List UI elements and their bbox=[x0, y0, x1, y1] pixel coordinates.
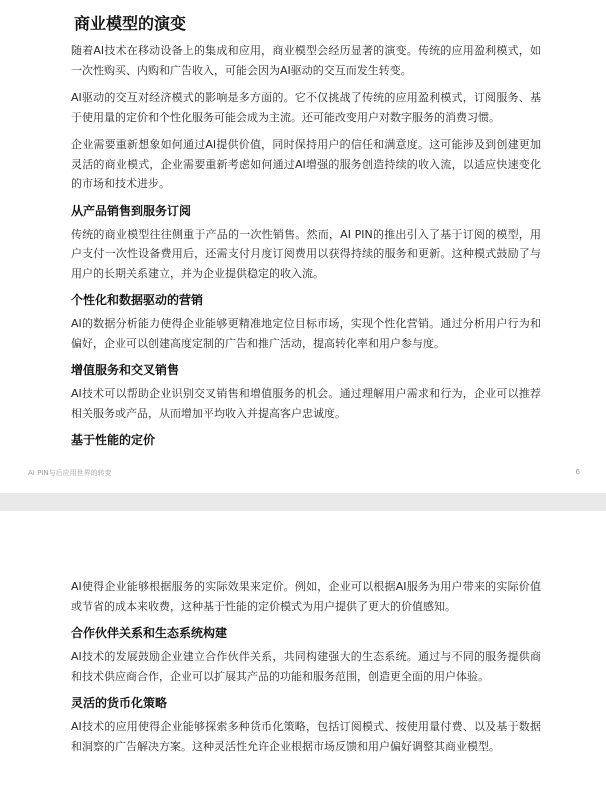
paragraph: 随着AI技术在移动设备上的集成和应用，商业模型会经历显著的演变。传统的应用盈利模式，如一次性购买、内购和广告收入，可能会因为AI驱动的交互而发生转变。 bbox=[71, 44, 541, 77]
paragraph: AI技术可以帮助企业识别交叉销售和增值服务的机会。通过理解用户需求和行为，企业可以推荐相关服务或产品，从而增加平均收入并提高客户忠诚度。 bbox=[71, 387, 541, 420]
paragraph: AI驱动的交互对经济模式的影响是多方面的。它不仅挑战了传统的应用盈利模式，订阅服务、基于使用量的定价和个性化服务可能会成为主流。还可能改变用户对数字服务的消费习惯。 bbox=[71, 91, 541, 124]
paragraph: AI技术的应用使得企业能够探索多种货币化策略，包括订阅模式、按使用量付费、以及基于数据和洞察的广告解决方案。这种灵活性允许企业根据市场反馈和用户偏好调整其商业模型。 bbox=[71, 720, 541, 753]
subsection-heading: 合作伙伴关系和生态系统构建 bbox=[71, 626, 228, 640]
footer-document-title: AI PIN与后应用世界的转变 bbox=[28, 469, 112, 477]
subsection-heading: 从产品销售到服务订阅 bbox=[71, 203, 192, 218]
paragraph: AI的数据分析能力使得企业能够更精准地定位目标市场，实现个性化营销。通过分析用户行为和偏好，企业可以创建高度定制的广告和推广活动，提高转化率和用户参与度。 bbox=[71, 317, 541, 350]
section-title: 商业模型的演变 bbox=[74, 14, 187, 33]
page-separator bbox=[0, 493, 606, 511]
paragraph: AI使得企业能够根据服务的实际效果来定价。例如，企业可以根据AI服务为用户带来的实际价值或节省的成本来收费，这种基于性能的定价模式为用户提供了更大的价值感知。 bbox=[71, 580, 541, 613]
subsection-heading: 灵活的货币化策略 bbox=[71, 696, 168, 710]
page-content bbox=[71, 577, 541, 764]
subsection-heading: 个性化和数据驱动的营销 bbox=[71, 293, 204, 307]
paragraph: 传统的商业模型往往侧重于产品的一次性销售。然而，AI PIN的推出引入了基于订阅的模型，用户支付一次性设备费用后，还需支付月度订阅费用以获得持续的服务和更新。这种模式鼓励了与用户的长期关系建立，并为企业提供稳定的收入流。 bbox=[71, 227, 541, 280]
document-page-7 bbox=[0, 511, 606, 800]
page-number: 6 bbox=[575, 468, 580, 476]
page-content bbox=[71, 14, 541, 454]
subsection-heading: 基于性能的定价 bbox=[71, 433, 156, 447]
paragraph: 企业需要重新想象如何通过AI提供价值，同时保持用户的信任和满意度。这可能涉及到创建更加灵活的商业模式，企业需要重新考虑如何通过AI增强的服务创造持续的收入流，以适应快速变化的市场和技术进步。 bbox=[71, 138, 541, 190]
subsection-heading: 增值服务和交叉销售 bbox=[71, 363, 180, 377]
paragraph: AI技术的发展鼓励企业建立合作伙伴关系，共同构建强大的生态系统。通过与不同的服务提供商和技术供应商合作，企业可以扩展其产品的功能和服务范围，创造更全面的用户体验。 bbox=[71, 650, 541, 683]
